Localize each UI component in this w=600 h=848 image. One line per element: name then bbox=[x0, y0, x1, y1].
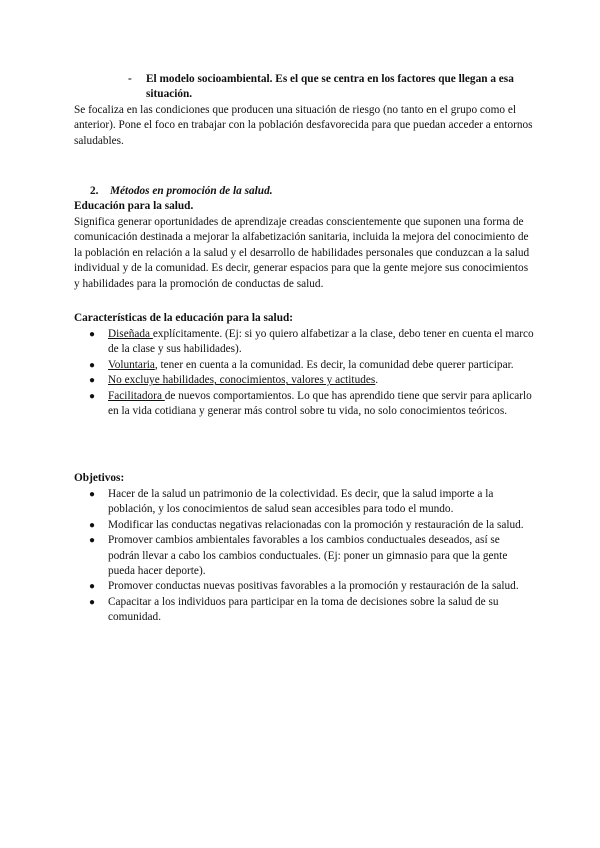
list-item bbox=[74, 518, 534, 533]
list-item bbox=[74, 533, 534, 579]
bullet-icon: ● bbox=[89, 535, 96, 547]
list-item bbox=[74, 595, 534, 626]
item-text: Promover cambios ambientales favorables a los cambios conductuales deseados, así se podrán llevar a cabo los cambios conductuales. (Ej: poner un gimnasio para que la gente pueda hacer deporte). bbox=[108, 534, 508, 578]
item-text: explícitamente. (Ej: si yo quiero alfabetizar a la clase, debo tener en cuenta el marco de la clase y sus habilidades). bbox=[108, 328, 534, 356]
bullet-icon: ● bbox=[89, 359, 96, 371]
socioambiental-paragraph: Se focaliza en las condiciones que producen una situación de riesgo (no tanto en el grupo como el anterior). Pone el foco en trabajar con la población desfavorecida para que puedan acceder a entornos saludables. bbox=[74, 104, 533, 147]
bullet-icon: ● bbox=[89, 390, 96, 402]
bullet-icon: ● bbox=[89, 581, 96, 593]
education-paragraph: Significa generar oportunidades de aprendizaje creadas conscientemente que suponen una forma de comunicación destinada a mejorar la alfabetización sanitaria, incluida la mejora del conocimiento de la población en relación a la salud y el desarrollo de habilidades personales que conduzcan a la salud individual y de la comunidad. Es decir, generar espacios para que la gente mejore sus conocimientos y habilidades para la promoción de conductas de salud. bbox=[74, 216, 530, 290]
bullet-icon: ● bbox=[89, 329, 96, 340]
characteristics-list bbox=[74, 327, 534, 419]
socioambiental-heading: El modelo socioambiental. Es el que se centra en los factores que llegan a esa situación. bbox=[146, 73, 514, 101]
subsection-heading: Educación para la salud. bbox=[74, 200, 194, 212]
list-item bbox=[74, 389, 534, 420]
item-term: No excluye habilidades, conocimientos, valores y actitudes bbox=[108, 374, 376, 387]
objectives-list bbox=[74, 487, 534, 626]
bullet-icon: ● bbox=[89, 596, 96, 608]
bullet-icon: ● bbox=[89, 489, 96, 500]
list-item bbox=[74, 327, 534, 358]
objectives-heading: Objetivos: bbox=[74, 472, 125, 484]
list-item bbox=[74, 373, 534, 388]
dash-marker: - bbox=[128, 73, 132, 85]
list-item bbox=[74, 358, 534, 373]
bullet-icon: ● bbox=[89, 519, 96, 531]
section-title: Métodos en promoción de la salud. bbox=[110, 185, 273, 197]
characteristics-heading: Características de la educación para la salud: bbox=[74, 312, 294, 324]
item-text: , tener en cuenta a la comunidad. Es decir, la comunidad debe querer participar. bbox=[154, 358, 514, 371]
bullet-icon: ● bbox=[89, 375, 96, 387]
item-text: Promover conductas nuevas positivas favorables a la promoción y restauración de la salud. bbox=[108, 580, 519, 593]
list-item bbox=[74, 487, 534, 518]
section-number: 2. bbox=[90, 185, 99, 197]
item-text: de nuevos comportamientos. Lo que has aprendido tiene que servir para aplicarlo en la vida cotidiana y generar más control sobre tu vida, no solo conocimientos teóricos. bbox=[108, 389, 532, 418]
socioambiental-heading-row bbox=[74, 72, 544, 103]
section-2-heading bbox=[90, 184, 273, 199]
item-term: Voluntaria bbox=[108, 358, 155, 371]
item-text: . bbox=[375, 374, 379, 387]
item-term: Diseñada bbox=[108, 328, 153, 340]
list-item bbox=[74, 579, 534, 594]
item-term: Facilitadora bbox=[108, 389, 165, 402]
item-text: Hacer de la salud un patrimonio de la colectividad. Es decir, que la salud importe a la población, y los conocimientos de salud sean accesibles para todo el mundo. bbox=[108, 488, 494, 516]
item-text: Modificar las conductas negativas relacionadas con la promoción y restauración de la salud. bbox=[108, 518, 524, 531]
item-text: Capacitar a los individuos para participar en la toma de decisiones sobre la salud de su comunidad. bbox=[108, 595, 499, 624]
